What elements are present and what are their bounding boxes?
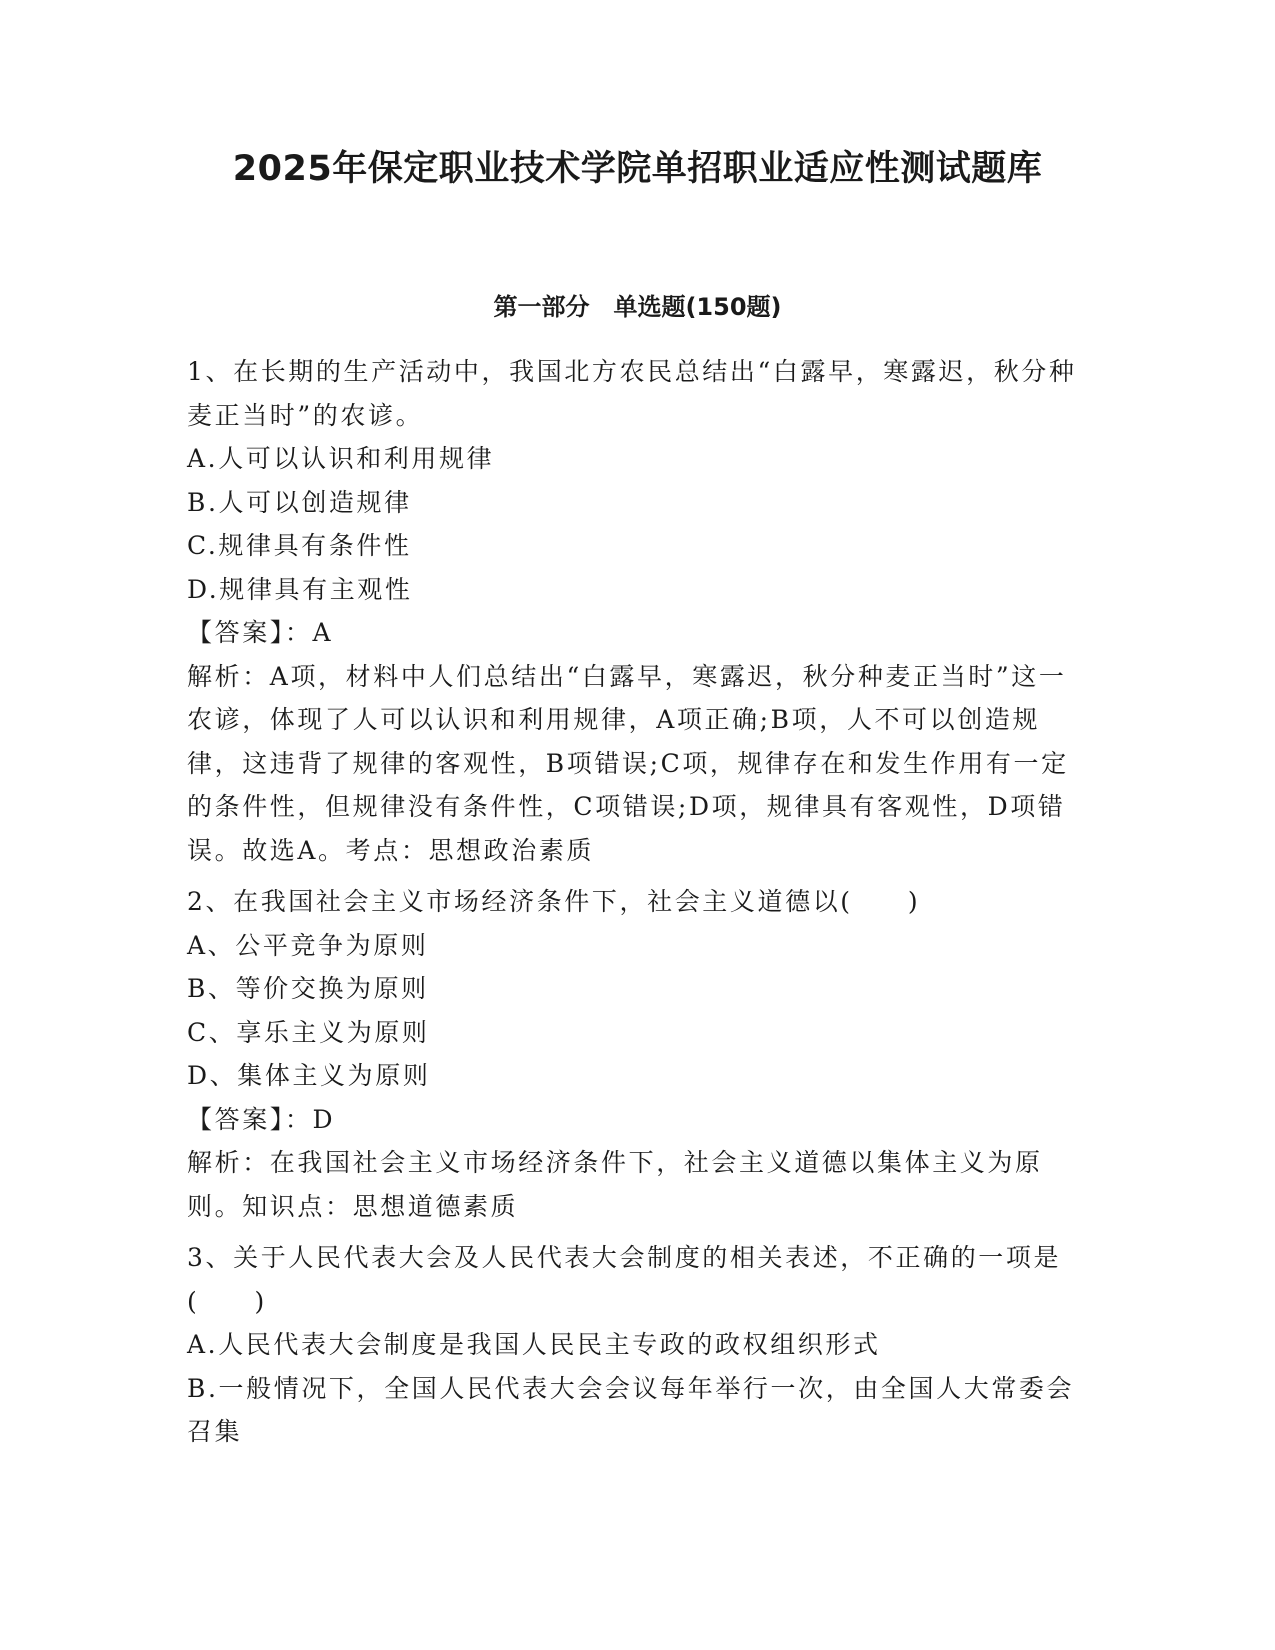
option-a: A.人可以认识和利用规律 [187,444,495,473]
question-item [187,1236,1087,1454]
option-a: A.人民代表大会制度是我国人民民主专政的政权组织形式 [187,1330,881,1359]
option-b: B.人可以创造规律 [187,487,412,517]
question-stem: 2、在我国社会主义市场经济条件下，社会主义道德以( ) [187,887,921,916]
section-title: 第一部分 单选题(150题) [493,293,782,321]
answer: 【答案】：A [187,618,334,647]
option-b: B.一般情况下，全国人民代表大会会议每年举行一次，由全国人大常委会召集 [187,1373,1075,1446]
answer: 【答案】：D [187,1104,336,1134]
analysis: 解析：A项，材料中人们总结出“白露早，寒露迟，秋分种麦正当时”这一农谚，体现了人可以认识和利用规律，A项正确;B项，人不可以创造规律，这违背了规律的客观性，B项错误;C项，规律存在和发生作用有一定的条件性，但规律没有条件性，C项错误;D项，规律具有客观性，D项错误。故选A。考点：思想政治素质 [187,661,1069,865]
question-list [187,350,1087,1462]
option-d: D、集体主义为原则 [187,1061,431,1090]
option-c: C.规律具有条件性 [187,531,412,560]
option-d: D.规律具有主观性 [187,574,413,604]
option-c: C、享乐主义为原则 [187,1017,430,1047]
question-stem: 3、关于人民代表大会及人民代表大会制度的相关表述，不正确的一项是( ) [187,1243,1062,1316]
question-stem: 1、在长期的生产活动中，我国北方农民总结出“白露早，寒露迟，秋分种麦正当时”的农谚。 [187,357,1077,430]
option-a: A、公平竞争为原则 [187,930,429,960]
option-b: B、等价交换为原则 [187,974,429,1003]
document-title: 2025年保定职业技术学院单招职业适应性测试题库 [232,149,1043,189]
question-item [187,880,1087,1228]
question-item [187,350,1087,872]
analysis: 解析：在我国社会主义市场经济条件下，社会主义道德以集体主义为原则。知识点：思想道德素质 [187,1148,1043,1221]
